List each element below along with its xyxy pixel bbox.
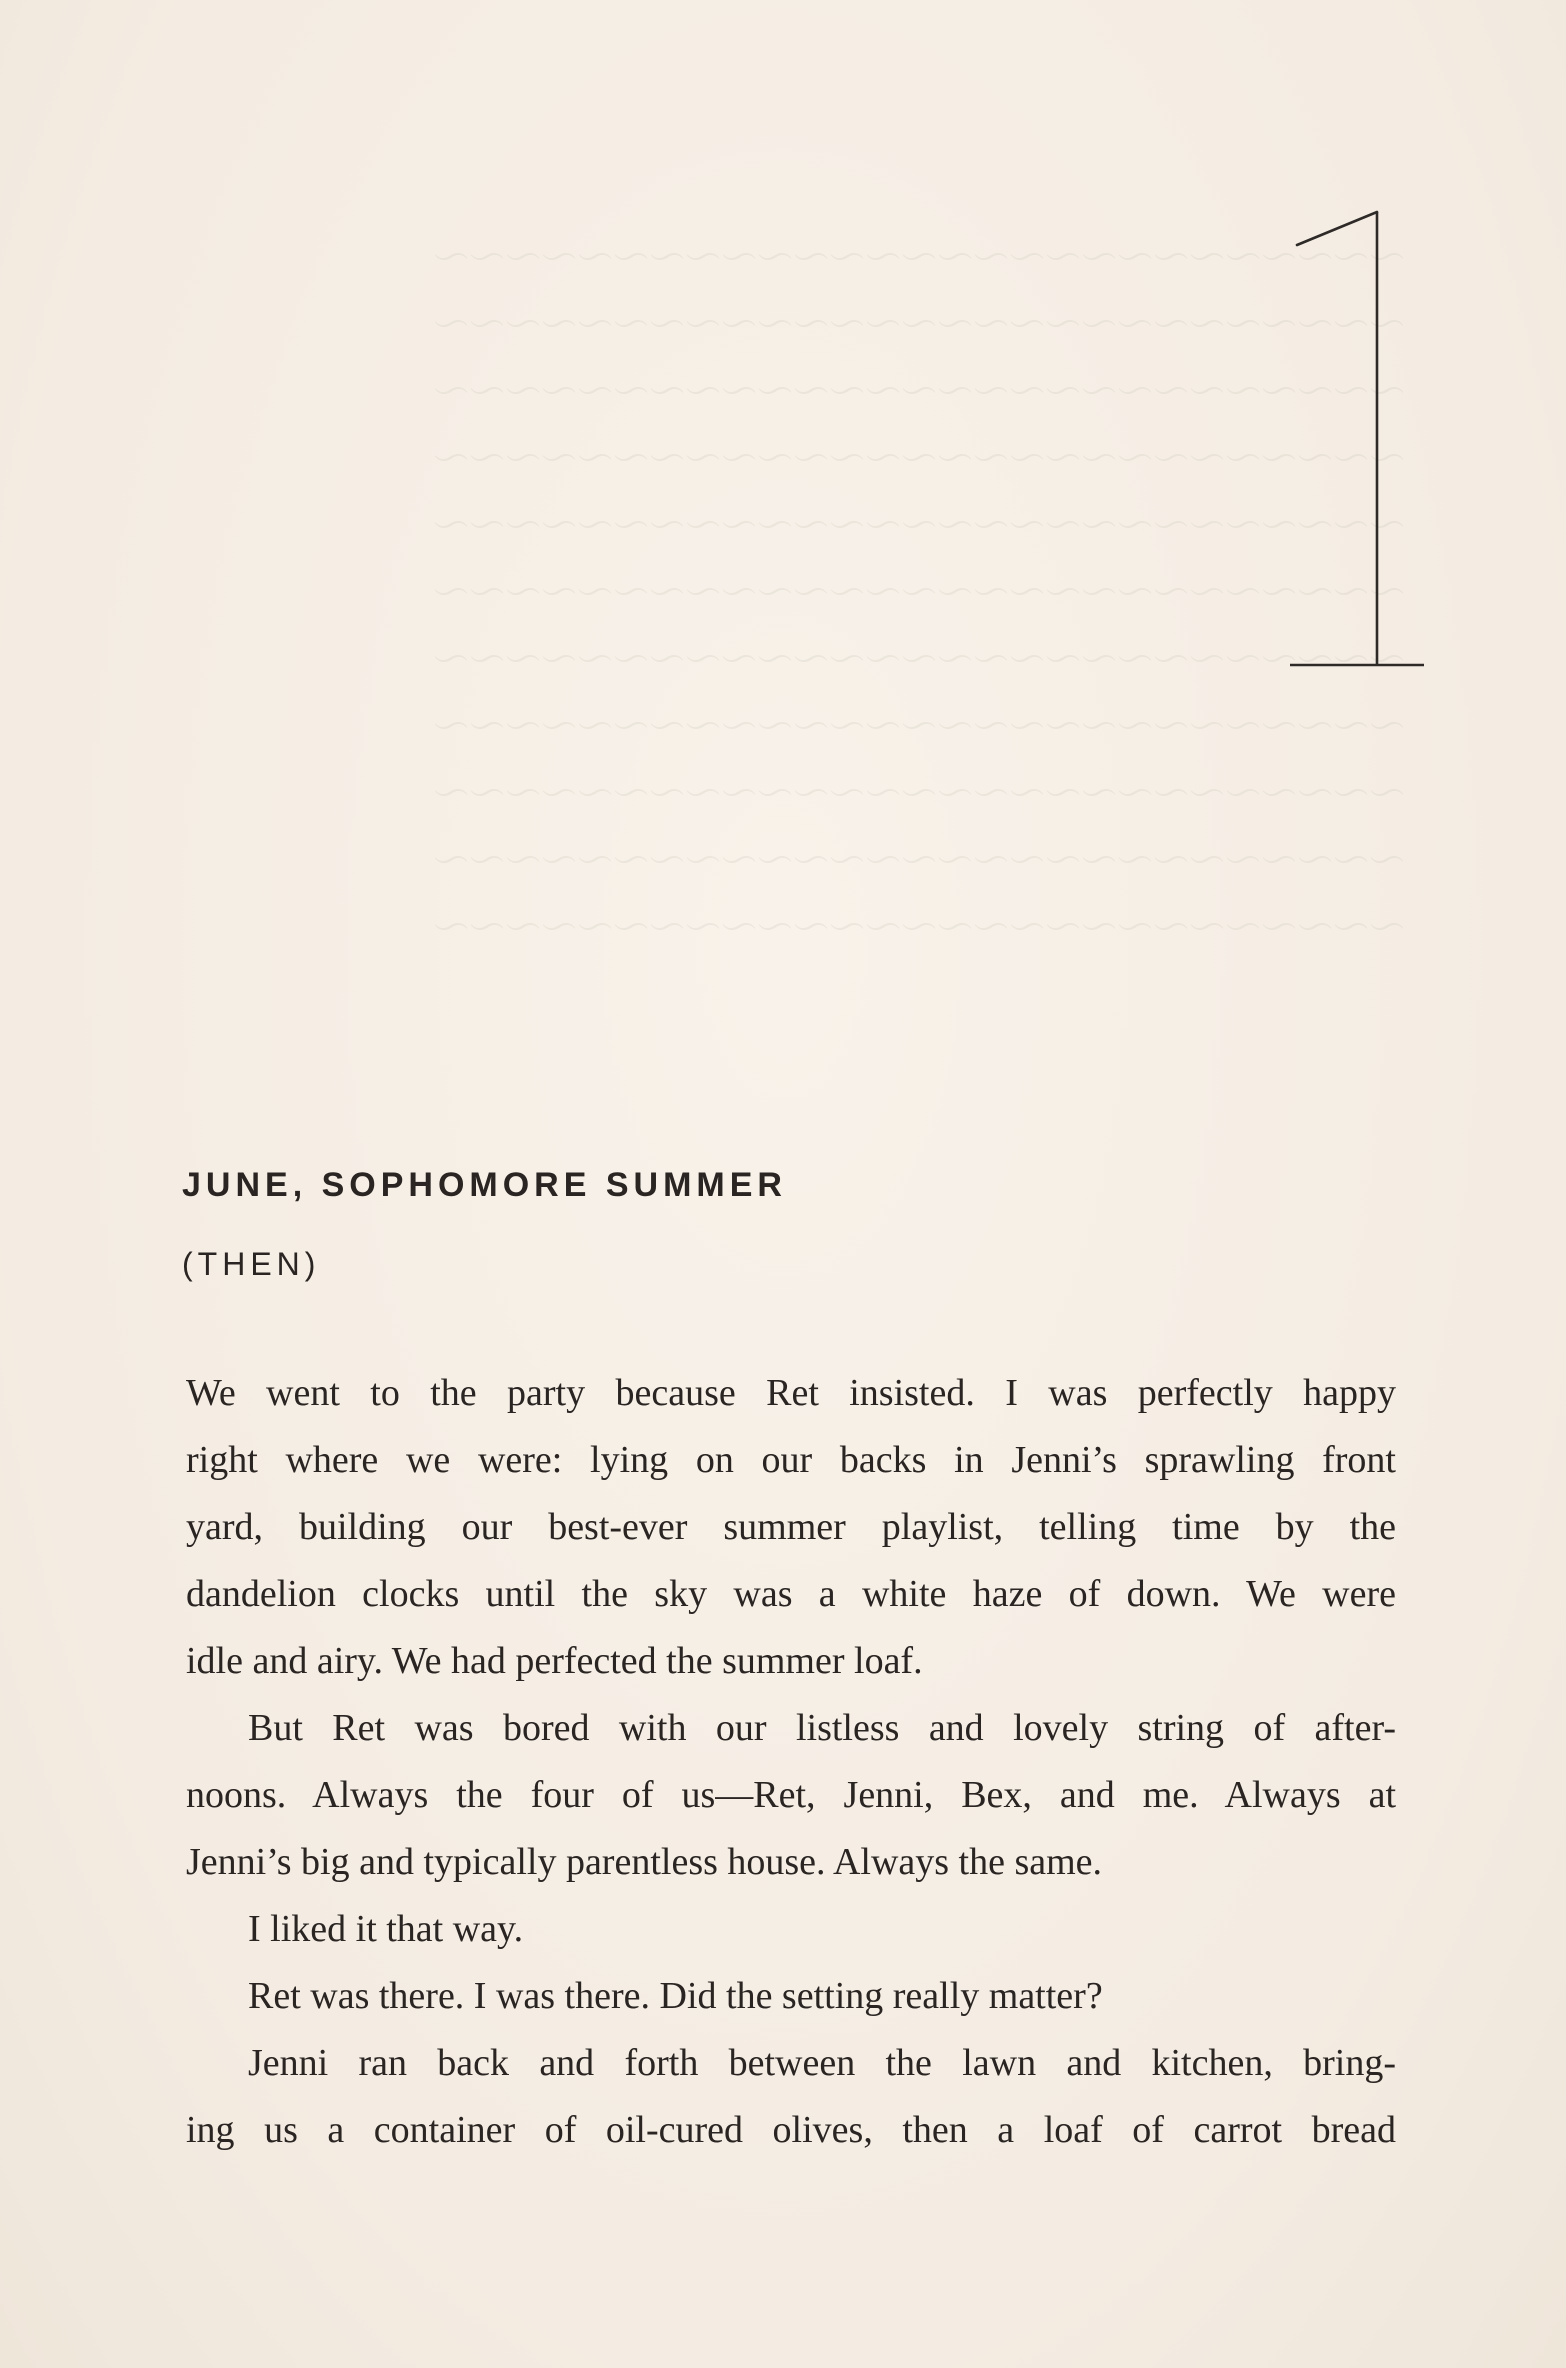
body-line: I liked it that way. xyxy=(248,1908,524,1950)
bleed-through-texture: ～～～～～～～～～～～～～～～～～～～～～～～～～～～ ～～～～～～～～～～～～～～～～～～～～～～～～～～～ ～～～～～～～～～～～～～～～～～～～～～～～～～～～ ～～～～～～～～～～～～～～～～～～～～～～～～～～～ ～～～～～～～～～～～～～～～～～～～～～～～～～～～ ～～～～～～～～～～～～～～～～～～～～～～～～～～～ ～～～～～～～～～～～～～～～～～～～～～～～～～～～ ～～～～～～～～～～～～～～～～～～～～～～～～～～～ ～～～～～～～～～～～～～～～～～～～～～～～～～～～ ～～～～～～～～～～～～～～～～～～～～～～～～～～～ ～～～～～～～～～～～～～～～～～～～～～～～～～～～ xyxy=(432,238,1405,948)
body-line: Jenni ran back and forth between the lawn and kitchen, bring- xyxy=(248,2042,1396,2084)
body-line: Ret was there. I was there. Did the setting really matter? xyxy=(248,1975,1103,2017)
section-subheading: (THEN) xyxy=(182,1246,321,1282)
body-line: yard, building our best-ever summer playlist, telling time by the xyxy=(186,1506,1396,1548)
section-heading: JUNE, SOPHOMORE SUMMER xyxy=(182,1166,787,1204)
body-line: right where we were: lying on our backs in Jenni’s sprawling front xyxy=(186,1439,1396,1481)
chapter-number-glyph xyxy=(1222,200,1427,670)
body-line: Jenni’s big and typically parentless house. Always the same. xyxy=(186,1841,1103,1883)
body-line: dandelion clocks until the sky was a white haze of down. We were xyxy=(186,1573,1396,1615)
chapter-number xyxy=(1222,200,1427,670)
body-text xyxy=(186,1360,1396,2164)
body-line: We went to the party because Ret insisted. I was perfectly happy xyxy=(186,1372,1396,1414)
body-line: But Ret was bored with our listless and lovely string of after- xyxy=(248,1707,1396,1749)
body-line: noons. Always the four of us—Ret, Jenni, Bex, and me. Always at xyxy=(186,1774,1396,1816)
body-line: idle and airy. We had perfected the summer loaf. xyxy=(186,1640,923,1682)
body-line: ing us a container of oil-cured olives, then a loaf of carrot bread xyxy=(186,2109,1396,2151)
